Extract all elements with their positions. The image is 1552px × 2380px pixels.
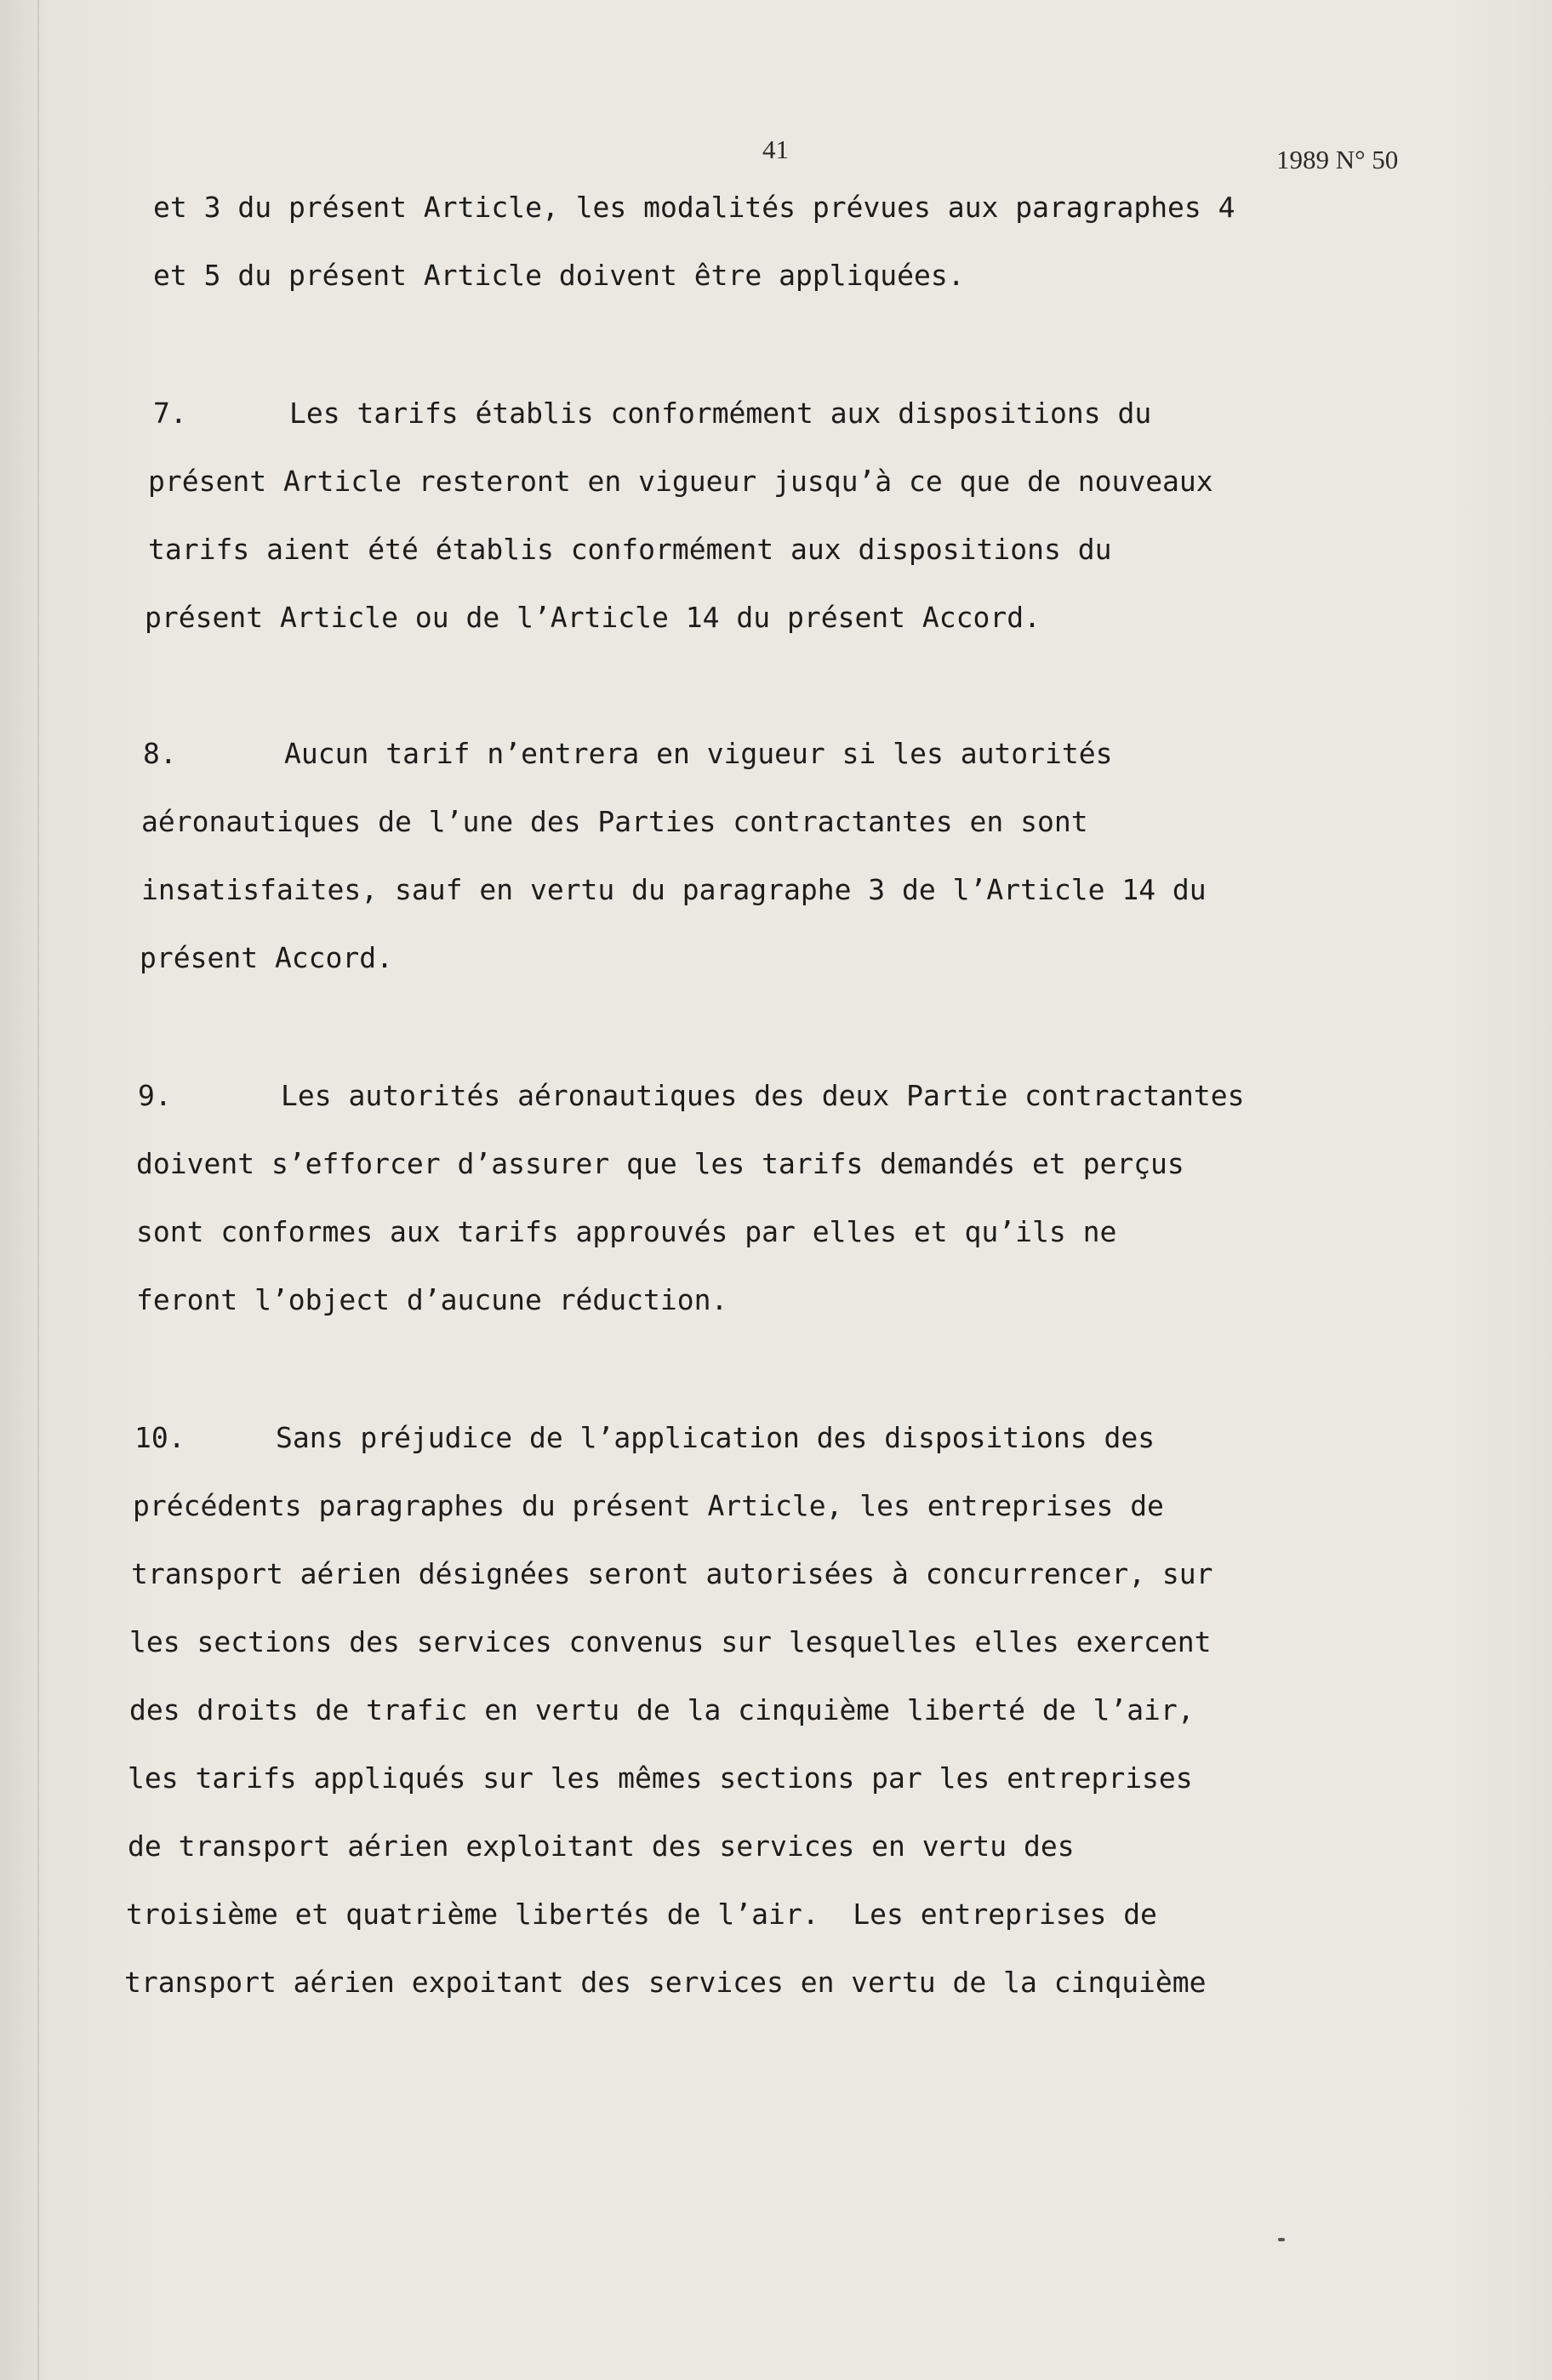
- paragraph-number: 7.: [153, 397, 187, 430]
- text-line: de transport aérien exploitant des services en vertu des: [128, 1829, 1075, 1863]
- text-line: présent Accord.: [140, 941, 394, 974]
- text-line: et 3 du présent Article, les modalités prévues aux paragraphes 4: [153, 191, 1235, 224]
- scan-speck: [1278, 2238, 1285, 2241]
- text-line: doivent s’efforcer d’assurer que les tarifs demandés et perçus: [136, 1147, 1184, 1180]
- text-line: troisième et quatrième libertés de l’air. Les entreprises de: [126, 1898, 1157, 1931]
- text-line: transport aérien expoitant des services en vertu de la cinquième: [124, 1966, 1207, 1999]
- text-line: insatisfaites, sauf en vertu du paragraphe 3 de l’Article 14 du: [141, 873, 1207, 906]
- paragraph-number: 8.: [143, 737, 177, 770]
- document-reference: 1989 N° 50: [1276, 145, 1399, 174]
- text-line: Les autorités aéronautiques des deux Partie contractantes: [281, 1079, 1245, 1112]
- text-line: les sections des services convenus sur lesquelles elles exercent: [129, 1625, 1212, 1658]
- paragraph-number: 10.: [134, 1421, 185, 1454]
- text-line: présent Article resteront en vigueur jusqu’à ce que de nouveaux: [148, 465, 1213, 498]
- text-line: les tarifs appliqués sur les mêmes sections par les entreprises: [128, 1761, 1193, 1795]
- text-line: et 5 du présent Article doivent être appliquées.: [153, 259, 965, 292]
- text-line: feront l’object d’aucune réduction.: [136, 1283, 728, 1316]
- text-line: sont conformes aux tarifs approuvés par elles et qu’ils ne: [136, 1215, 1117, 1248]
- text-line: tarifs aient été établis conformément aux dispositions du: [148, 533, 1112, 566]
- text-line: transport aérien désignées seront autorisées à concurrencer, sur: [131, 1557, 1213, 1590]
- page-header: [0, 134, 1552, 177]
- paragraph-number: 9.: [138, 1079, 172, 1112]
- text-line: présent Article ou de l’Article 14 du présent Accord.: [145, 601, 1041, 634]
- text-line: Sans préjudice de l’application des dispositions des: [276, 1421, 1155, 1454]
- page-number: 41: [762, 134, 789, 164]
- text-line: aéronautiques de l’une des Parties contractantes en sont: [141, 805, 1088, 838]
- text-line: Les tarifs établis conformément aux dispositions du: [289, 397, 1152, 430]
- page-fold-shadow: [37, 0, 39, 2380]
- text-line: des droits de trafic en vertu de la cinquième liberté de l’air,: [129, 1693, 1195, 1726]
- text-line: précédents paragraphes du présent Article, les entreprises de: [133, 1489, 1164, 1522]
- text-line: Aucun tarif n’entrera en vigueur si les autorités: [284, 737, 1113, 770]
